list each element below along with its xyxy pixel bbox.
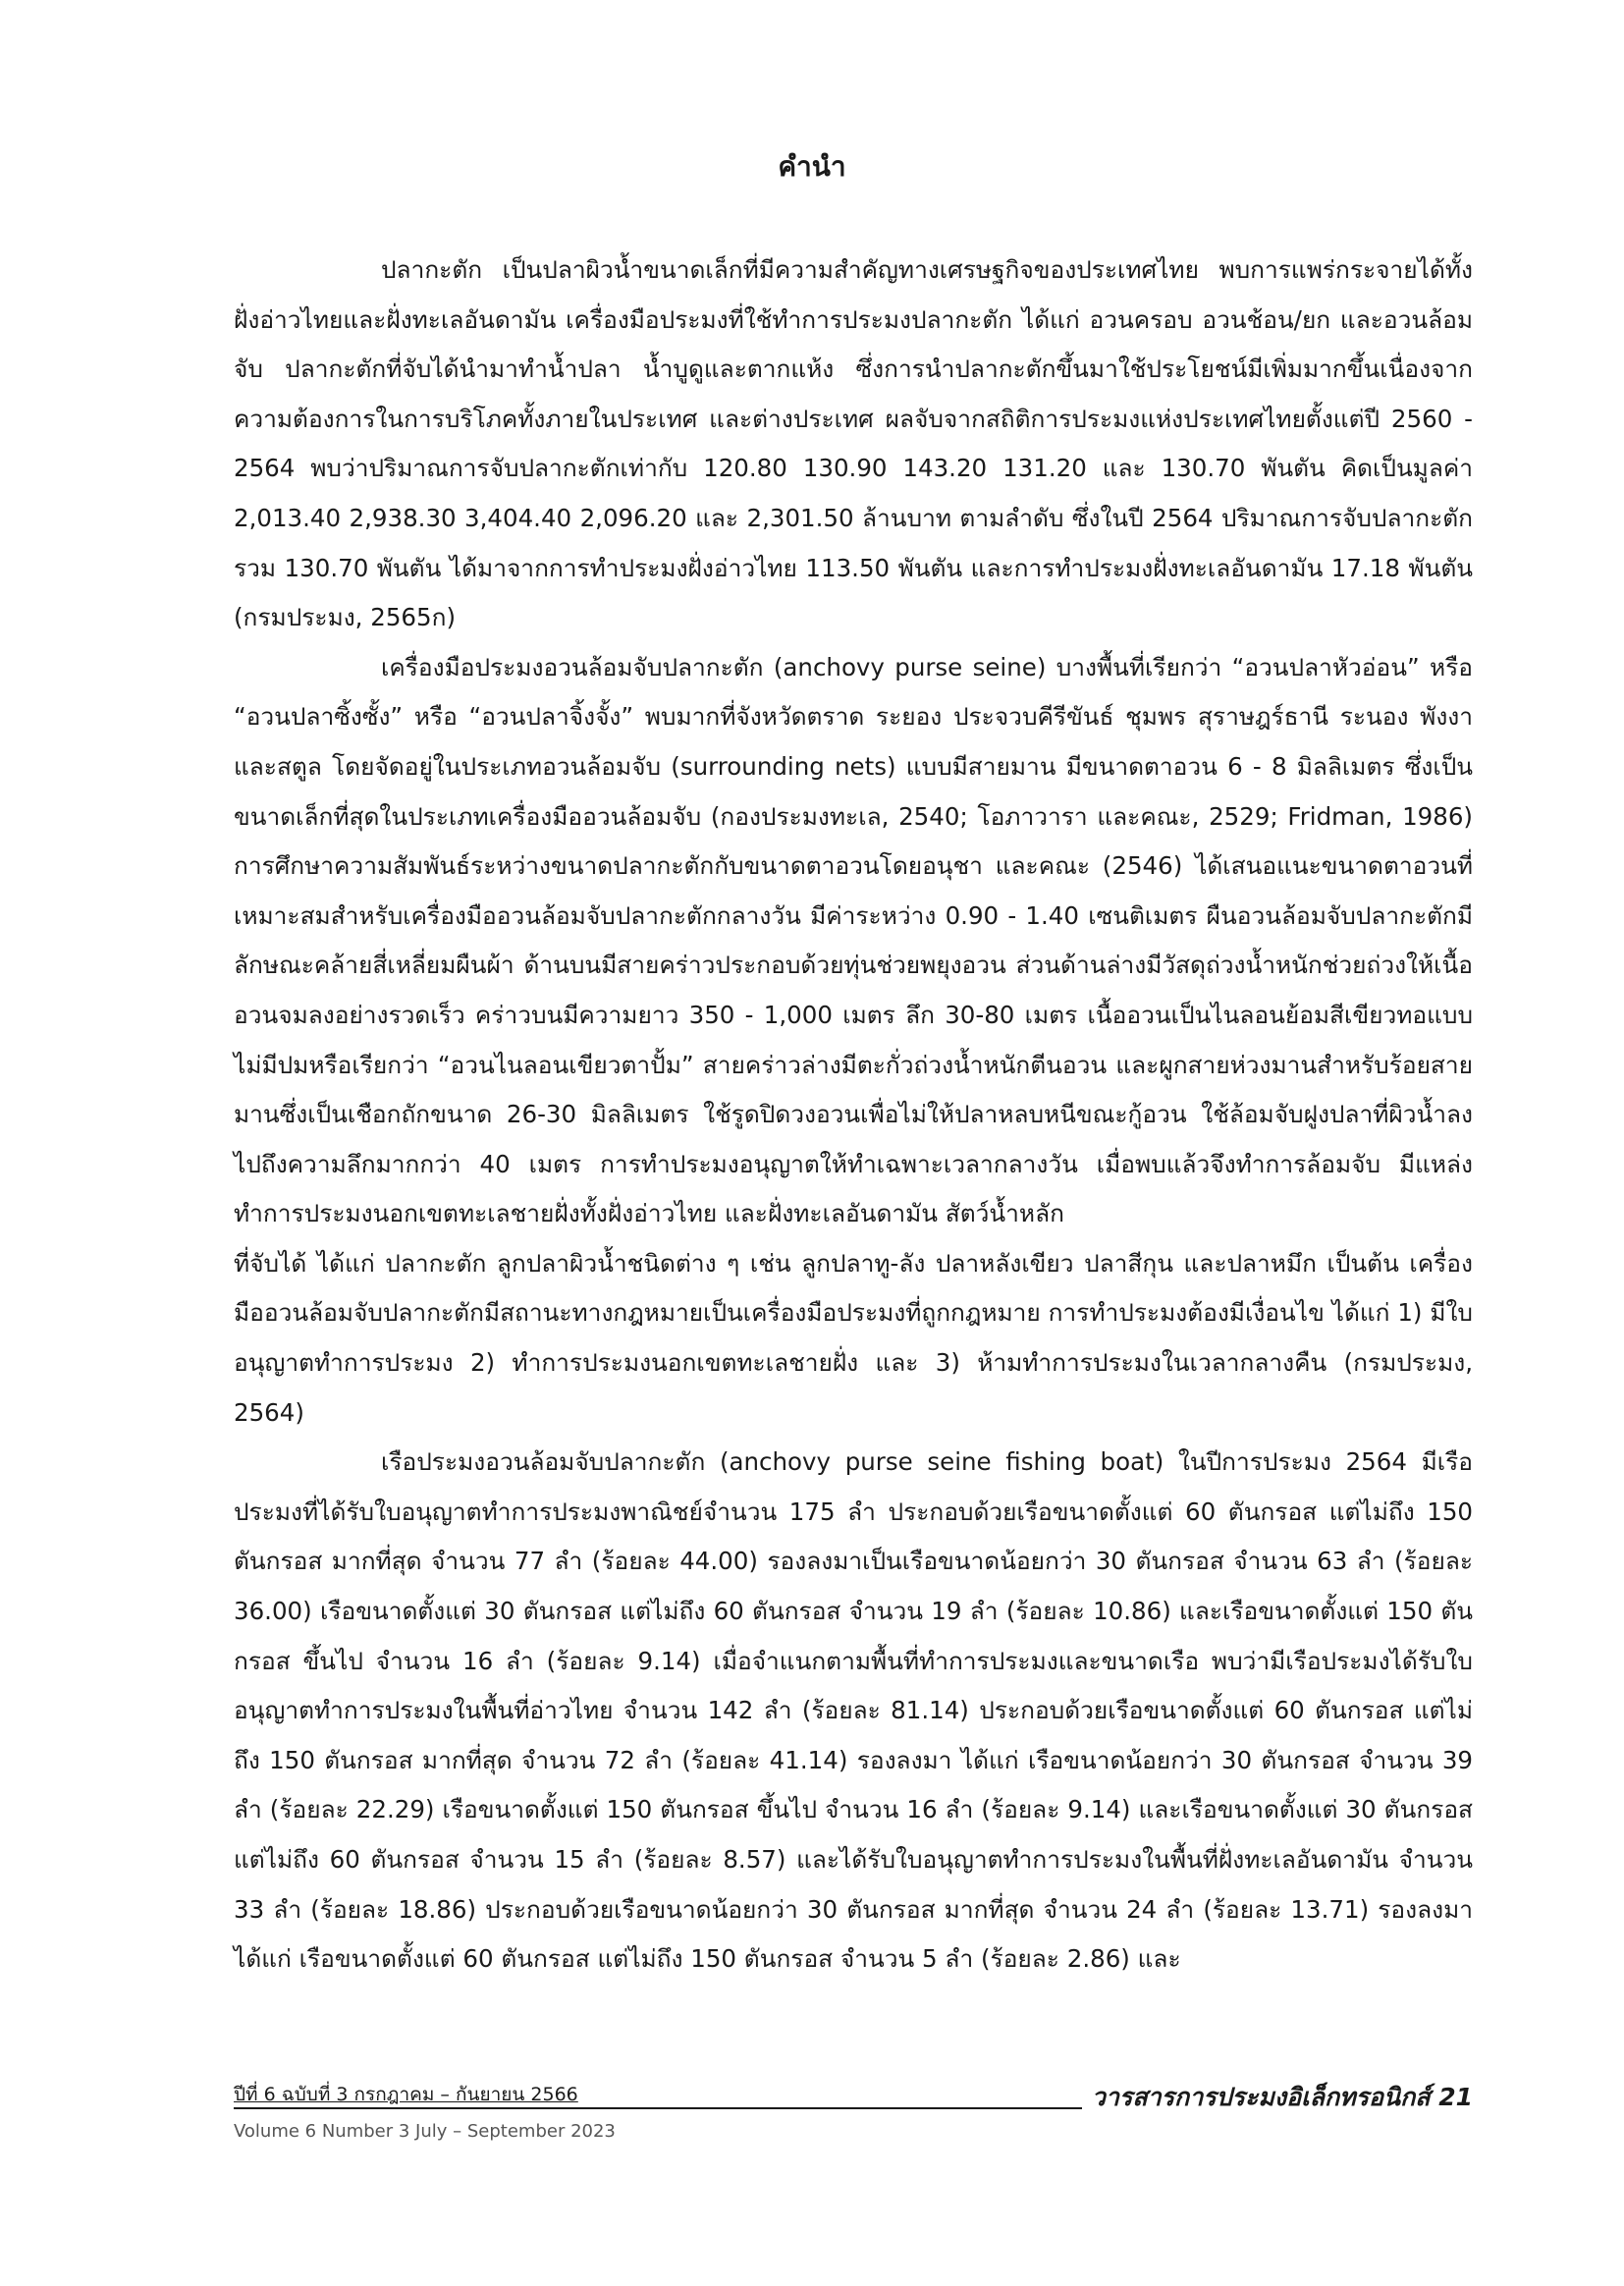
body-text: [234, 245, 1473, 1985]
paragraph-2: เครื่องมือประมงอวนล้อมจับปลากะตัก (anchovy purse seine) บางพื้นที่เรียกว่า “อวนปลาหัวอ่อน” หรือ “อวนปลาซิ้งซั้ง” หรือ “อวนปลาจิ้งจั้ง” พบมากที่จังหวัดตราด ระยอง ประจวบคีรีขันธ์ ชุมพร สุราษฎร์ธานี ระนอง พังงา และสตูล โดยจัดอยู่ในประเภทอวนล้อมจับ (surrounding nets) แบบมีสายมาน มีขนาดตาอวน 6 - 8 มิลลิเมตร ซึ่งเป็นขนาดเล็กที่สุดในประเภทเครื่องมืออวนล้อมจับ (กองประมงทะเล, 2540; โอภาวารา และคณะ, 2529; Fridman, 1986) การศึกษาความสัมพันธ์ระหว่างขนาดปลากะตักกับขนาดตาอวนโดยอนุชา และคณะ (2546) ได้เสนอแนะขนาดตาอวนที่เหมาะสมสำหรับเครื่องมืออวนล้อมจับปลากะตักกลางวัน มีค่าระหว่าง 0.90 - 1.40 เซนติเมตร ผืนอวนล้อมจับปลากะตักมีลักษณะคล้ายสี่เหลี่ยมผืนผ้า ด้านบนมีสายคร่าวประกอบด้วยทุ่นช่วยพยุงอวน ส่วนด้านล่างมีวัสดุถ่วงน้ำหนักช่วยถ่วงให้เนื้ออวนจมลงอย่างรวดเร็ว คร่าวบนมีความยาว 350 - 1,000 เมตร ลึก 30-80 เมตร เนื้ออวนเป็นไนลอนย้อมสีเขียวทอแบบไม่มีปมหรือเรียกว่า “อวนไนลอนเขียวตาปั้ม” สายคร่าวล่างมีตะกั่วถ่วงน้ำหนักตีนอวน และผูกสายห่วงมานสำหรับร้อยสายมานซึ่งเป็นเชือกถักขนาด 26-30 มิลลิเมตร ใช้รูดปิดวงอวนเพื่อไม่ให้ปลาหลบหนีขณะกู้อวน ใช้ล้อมจับฝูงปลาที่ผิวน้ำลงไปถึงความลึกมากกว่า 40 เมตร การทำประมงอนุญาตให้ทำเฉพาะเวลากลางวัน เมื่อพบแล้วจึงทำการล้อมจับ มีแหล่งทำการประมงนอกเขตทะเลชายฝั่งทั้งฝั่งอ่าวไทย และฝั่งทะเลอันดามัน สัตว์น้ำหลัก: [234, 652, 1473, 1228]
paragraph-1: ปลากะตัก เป็นปลาผิวน้ำขนาดเล็กที่มีความสำคัญทางเศรษฐกิจของประเทศไทย พบการแพร่กระจายได้ทั้งฝั่งอ่าวไทยและฝั่งทะเลอันดามัน เครื่องมือประมงที่ใช้ทำการประมงปลากะตัก ได้แก่ อวนครอบ อวนช้อน/ยก และอวนล้อมจับ ปลากะตักที่จับได้นำมาทำน้ำปลา น้ำบูดูและตากแห้ง ซึ่งการนำปลากะตักขึ้นมาใช้ประโยชน์มีเพิ่มมากขึ้นเนื่องจากความต้องการในการบริโภคทั้งภายในประเทศ และต่างประเทศ ผลจับจากสถิติการประมงแห่งประเทศไทยตั้งแต่ปี 2560 - 2564 พบว่าปริมาณการจับปลากะตักเท่ากับ 120.80 130.90 143.20 131.20 และ 130.70 พันตัน คิดเป็นมูลค่า 2,013.40 2,938.30 3,404.40 2,096.20 และ 2,301.50 ล้านบาท ตามลำดับ ซึ่งในปี 2564 ปริมาณการจับปลากะตักรวม 130.70 พันตัน ได้มาจากการทำประมงฝั่งอ่าวไทย 113.50 พันตัน และการทำประมงฝั่งทะเลอันดามัน 17.18 พันตัน (กรมประมง, 2565ก): [234, 255, 1473, 632]
paragraph-3: ที่จับได้ ได้แก่ ปลากะตัก ลูกปลาผิวน้ำชนิดต่าง ๆ เช่น ลูกปลาทู-ลัง ปลาหลังเขียว ปลาสีกุน และปลาหมึก เป็นต้น เครื่องมืออวนล้อมจับปลากะตักมีสถานะทางกฎหมายเป็นเครื่องมือประมงที่ถูกกฎหมาย การทำประมงต้องมีเงื่อนไข ได้แก่ 1) มีใบอนุญาตทำการประมง 2) ทำการประมงนอกเขตทะเลชายฝั่ง และ 3) ห้ามทำการประมงในเวลากลางคืน (กรมประมง, 2564): [234, 1248, 1473, 1427]
footer-issue-english: Volume 6 Number 3 July – September 2023: [234, 2121, 616, 2142]
page-title: คำนำ: [778, 150, 846, 183]
paragraph-4: เรือประมงอวนล้อมจับปลากะตัก (anchovy purse seine fishing boat) ในปีการประมง 2564 มีเรือประมงที่ได้รับใบอนุญาตทำการประมงพาณิชย์จำนวน 175 ลำ ประกอบด้วยเรือขนาดตั้งแต่ 60 ตันกรอส แต่ไม่ถึง 150 ตันกรอส มากที่สุด จำนวน 77 ลำ (ร้อยละ 44.00) รองลงมาเป็นเรือขนาดน้อยกว่า 30 ตันกรอส จำนวน 63 ลำ (ร้อยละ 36.00) เรือขนาดตั้งแต่ 30 ตันกรอส แต่ไม่ถึง 60 ตันกรอส จำนวน 19 ลำ (ร้อยละ 10.86) และเรือขนาดตั้งแต่ 150 ตันกรอส ขึ้นไป จำนวน 16 ลำ (ร้อยละ 9.14) เมื่อจำแนกตามพื้นที่ทำการประมงและขนาดเรือ พบว่ามีเรือประมงได้รับใบอนุญาตทำการประมงในพื้นที่อ่าวไทย จำนวน 142 ลำ (ร้อยละ 81.14) ประกอบด้วยเรือขนาดตั้งแต่ 60 ตันกรอส แต่ไม่ถึง 150 ตันกรอส มากที่สุด จำนวน 72 ลำ (ร้อยละ 41.14) รองลงมา ได้แก่ เรือขนาดน้อยกว่า 30 ตันกรอส จำนวน 39 ลำ (ร้อยละ 22.29) เรือขนาดตั้งแต่ 150 ตันกรอส ขึ้นไป จำนวน 16 ลำ (ร้อยละ 9.14) และเรือขนาดตั้งแต่ 30 ตันกรอส แต่ไม่ถึง 60 ตันกรอส จำนวน 15 ลำ (ร้อยละ 8.57) และได้รับใบอนุญาตทำการประมงในพื้นที่ฝั่งทะเลอันดามัน จำนวน 33 ลำ (ร้อยละ 18.86) ประกอบด้วยเรือขนาดน้อยกว่า 30 ตันกรอส มากที่สุด จำนวน 24 ลำ (ร้อยละ 13.71) รองลงมา ได้แก่ เรือขนาดตั้งแต่ 60 ตันกรอส แต่ไม่ถึง 150 ตันกรอส จำนวน 5 ลำ (ร้อยละ 2.86) และ: [234, 1447, 1473, 1974]
footer-issue-thai: ปีที่ 6 ฉบับที่ 3 กรกฎาคม – กันยายน 2566: [234, 2084, 578, 2105]
footer-journal-title: วารสารการประมงอิเล็กทรอนิกส์ 21: [1082, 2078, 1473, 2117]
